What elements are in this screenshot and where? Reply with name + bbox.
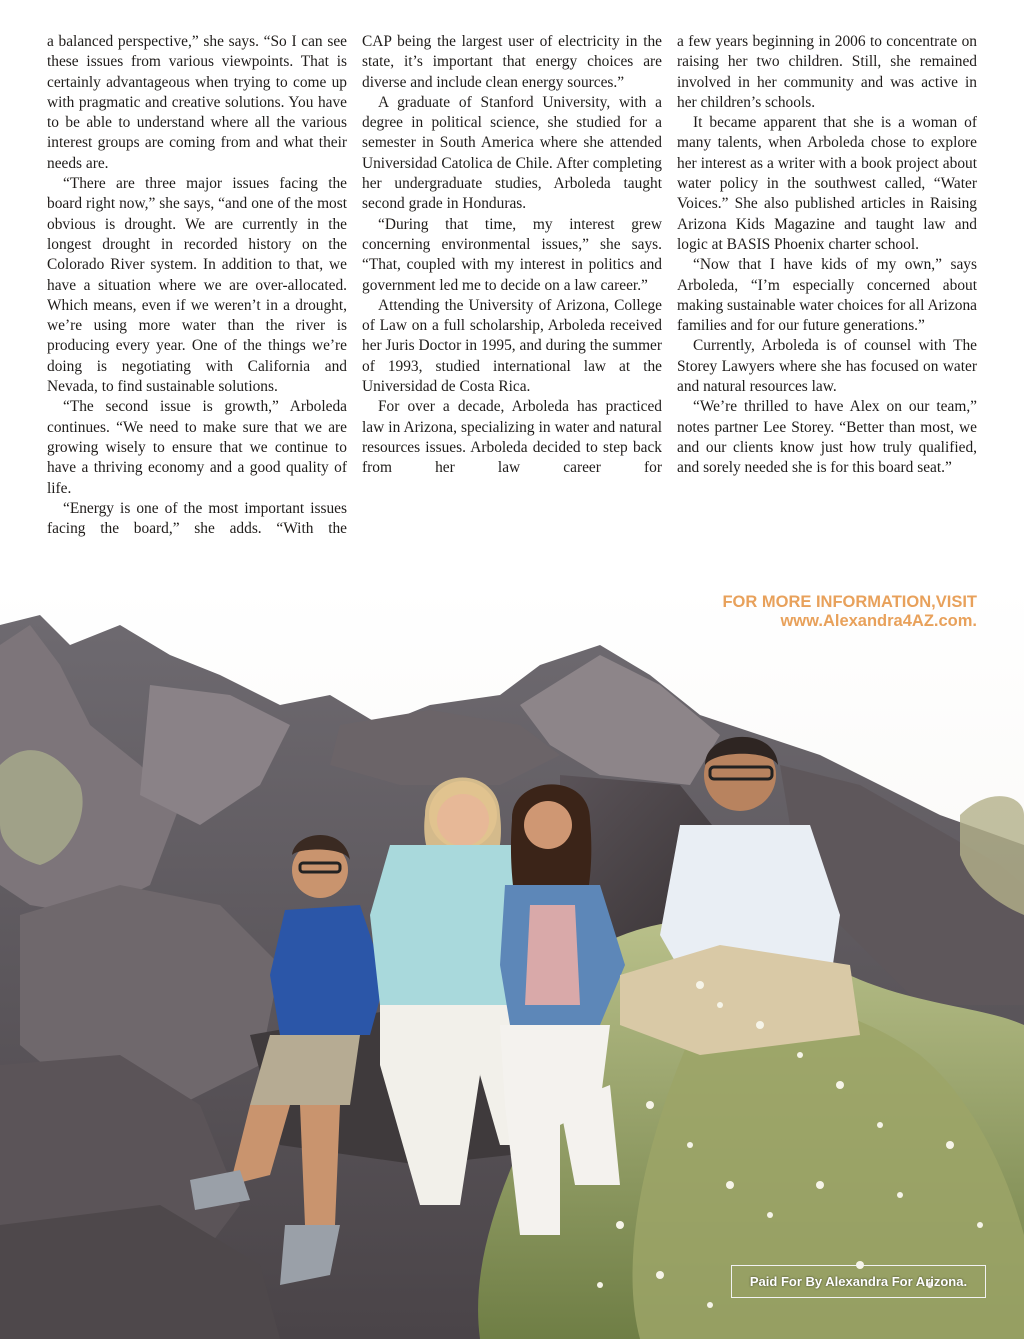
paragraph: a balanced perspective,” she says. “So I can see these issues from various viewpoints. That is certainly advantageous when trying to come up with pragmatic and creative solutions. You have to be able to understand where all the various interest groups are coming from and what their needs are. (47, 33, 347, 172)
paragraph: “We’re thrilled to have Alex on our team,” notes partner Lee Storey. “Better than most, we and our clients know just how truly qualified, and sorely needed she is for this board seat.” (677, 398, 977, 477)
disclaimer-text: Paid For By Alexandra For Arizona. (749, 1274, 968, 1289)
promo-website-link[interactable]: www.Alexandra4AZ.com. (780, 612, 977, 630)
family-photo (0, 585, 1024, 1339)
paragraph: “The second issue is growth,” Arboleda continues. “We need to make sure that we are growing wisely to ensure that we continue to have a thriving economy and a good quality of life. (47, 398, 347, 497)
paragraph: A graduate of Stanford University, with a degree in political science, she studied for a semester in South America where she attended Universidad Catolica de Chile. After completing her undergraduate studies, Arboleda taught second grade in Honduras. (362, 93, 662, 213)
paragraph: a few years beginning in 2006 to concentrate on raising her two children. Still, she remained involved in her community and was active in her children’s schools. (677, 33, 977, 111)
paragraph: For over a decade, Arboleda has practiced law in Arizona, specializing in water and natural resources issues. Arboleda decided to step back from her law career for (362, 398, 662, 477)
paid-for-disclaimer (731, 1265, 986, 1298)
article-column-1 (47, 32, 347, 552)
promo-line-1: FOR MORE INFORMATION,VISIT (722, 593, 977, 611)
article-column-2 (362, 32, 662, 552)
paragraph: “Energy is one of the most important issues facing the board,” she adds. “With the (47, 499, 347, 538)
paragraph: “There are three major issues facing the board right now,” she says, “and one of the most obvious is drought. We are currently in the longest drought in recorded history on the Colorado River system. In addition to that, we have a situation where we are over-allocated. Which means, even if we weren’t in a drought, we’re using more water than the river is producing every year. One of the things we’re doing is negotiating with California and Nevada, to find sustainable solutions. (47, 175, 347, 396)
paragraph: Currently, Arboleda is of counsel with The Storey Lawyers where she has focused on water and natural resources law. (677, 337, 977, 396)
paragraph: “Now that I have kids of my own,” says Arboleda, “I’m especially concerned about making sustainable water choices for all Arizona families and for our future generations.” (677, 256, 978, 335)
promo-text (722, 593, 977, 631)
paragraph: Attending the University of Arizona, College of Law on a full scholarship, Arboleda received her Juris Doctor in 1995, and during the summer of 1993, studied international law at the Universidad de Costa Rica. (362, 296, 662, 396)
paragraph: “During that time, my interest grew concerning environmental issues,” she says. “That, coupled with my interest in politics and government led me to decide on a law career.” (362, 215, 662, 294)
article-column-3 (677, 32, 977, 552)
article-columns (47, 32, 977, 552)
paragraph: CAP being the largest user of electricity in the state, it’s important that energy choices are diverse and include clean energy sources.” (362, 33, 662, 91)
paragraph: It became apparent that she is a woman of many talents, when Arboleda chose to explore her interest as a writer with a book project about water policy in the southwest called, “Water Voices.” She also published articles in Raising Arizona Kids Magazine and taught law and logic at BASIS Phoenix charter school. (677, 114, 977, 253)
